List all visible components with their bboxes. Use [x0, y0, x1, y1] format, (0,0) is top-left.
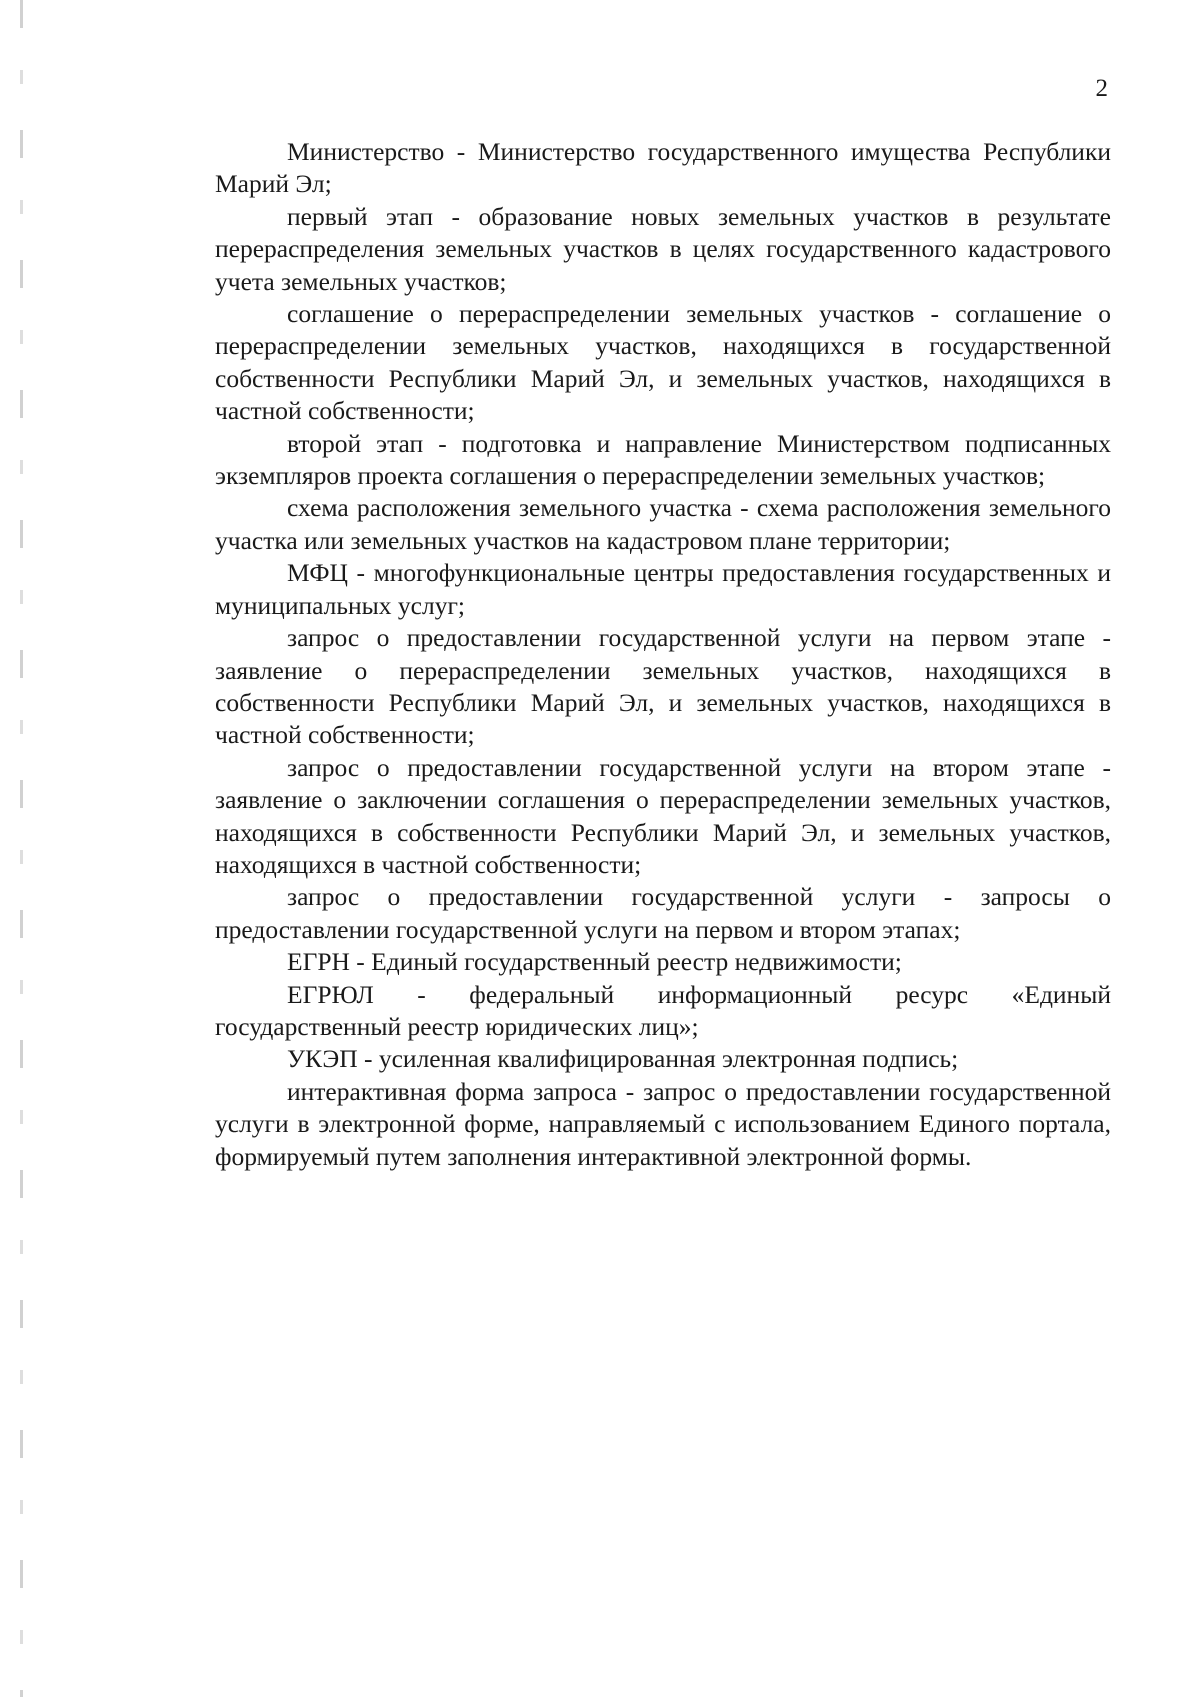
definition-location-scheme: схема расположения земельного участка - схема расположения земельного участка или земельных участков на кадастровом плане территории; [215, 493, 1111, 555]
definition-egrul: ЕГРЮЛ - федеральный информационный ресурс «Единый государственный реестр юридических лиц»; [215, 979, 1111, 1041]
definition-ukep: УКЭП - усиленная квалифицированная электронная подпись; [287, 1044, 959, 1074]
definition-egrn: ЕГРН - Единый государственный реестр недвижимости; [287, 947, 902, 977]
definition-mfc: МФЦ - многофункциональные центры предоставления государственных и муниципальных услуг; [215, 558, 1111, 620]
definition-first-stage: первый этап - образование новых земельных участков в результате перераспределения земельных участков в целях государственного кадастрового учета земельных участков; [215, 201, 1111, 296]
definition-request-first-stage: запрос о предоставлении государственной услуги на первом этапе - заявление о перераспределении земельных участков, находящихся в собственности Республики Марий Эл, и земельных участков, находящихся в частной собственности; [215, 623, 1111, 750]
definition-interactive-form: интерактивная форма запроса - запрос о предоставлении государственной услуги в электронной форме, направляемый с использованием Единого портала, формируемый путем заполнения интерактивной электронной формы. [215, 1076, 1111, 1171]
scan-edge-artifact [20, 0, 23, 1697]
definition-redistribution-agreement: соглашение о перераспределении земельных участков - соглашение о перераспределении земельных участков, находящихся в государственной собственности Республики Марий Эл, и земельных участков, находящихся в частной собственности; [215, 299, 1111, 426]
definitions-list [215, 136, 1111, 1173]
definition-request-second-stage: запрос о предоставлении государственной услуги на втором этапе - заявление о заключении соглашения о перераспределении земельных участков, находящихся в собственности Республики Марий Эл, и земельных участков, находящихся в частной собственности; [215, 752, 1111, 879]
definition-second-stage: второй этап - подготовка и направление Министерством подписанных экземпляров проекта соглашения о перераспределении земельных участков; [215, 428, 1111, 491]
definition-request: запрос о предоставлении государственной услуги - запросы о предоставлении государственной услуги на первом и втором этапах; [215, 882, 1111, 944]
definition-ministry: Министерство - Министерство государственного имущества Республики Марий Эл; [215, 137, 1111, 199]
page-number: 2 [1095, 75, 1108, 102]
